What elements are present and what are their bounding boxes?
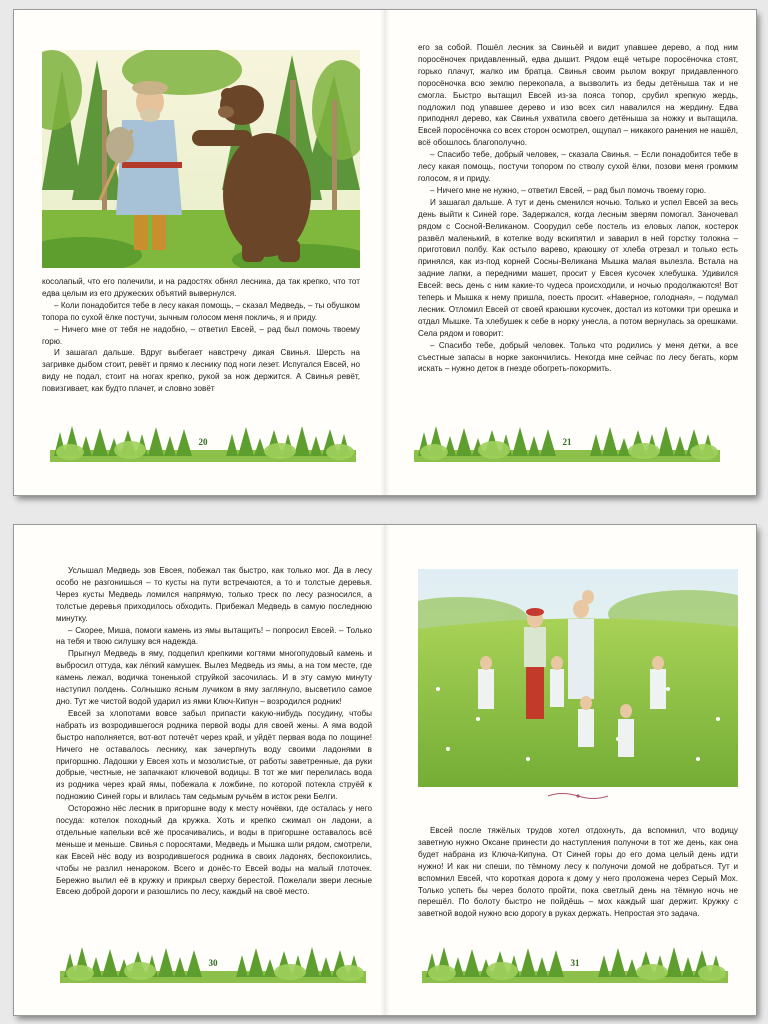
paragraph: Услышал Медведь зов Евсея, побежал так быстро, как только мог. Да в лесу особо не разгонишься – то кусты на пути встречаются, а то и толстые деревья. Через кусты Медведь ломился напрямую, только треск по лесу разносился, а толстые деревья приходилось обходить. Прибежал Медведь в самую последнюю минутку. — [56, 566, 372, 623]
woman-and-children-illustration — [418, 569, 738, 787]
page-31 — [386, 525, 756, 1015]
page-30-text — [56, 565, 372, 898]
page-20-text — [42, 276, 360, 395]
page-30 — [14, 525, 384, 1015]
top-spread — [14, 10, 756, 495]
page-number: 31 — [564, 955, 586, 971]
forest-border — [50, 424, 356, 462]
paragraph: – Коли понадобится тебе в лесу какая помощь, – сказал Медведь, – ты обушком топора по сухой ёлке постучи, зычным голосом меня покличь, я и приду. — [42, 300, 360, 322]
page-number: 30 — [202, 955, 224, 971]
paragraph: его за собой. Пошёл лесник за Свиньёй и видит упавшее дерево, а под ним поросёночек придавленный, едва дышит. Рядом ещё четыре поросёночка стоят, горько плачут, жалко им братца. Свинья своим рылом вокруг придавленного поросёночка всю землю перекопала, а вызволить из беды детёныша так и не смогла. Быстро вытащил Евсей из-за пояса топор, срубил крепкую жердь, подложил под упавшее дерево и изо всех сил навалился на жердину. Едва приподнял дерево, как Свинья ухватила своего детёныша за ножку и вытащила. Евсей поросёночка со всех сторон осмотрел, ощупал – никакого ранения не нашёл, всё обошлось благополучно. — [418, 43, 738, 148]
forest-border — [414, 424, 720, 462]
bottom-spread — [14, 525, 756, 1015]
paragraph: И зашагал дальше. Вдруг выбегает навстречу дикая Свинья. Шерсть на загривке дыбом стоит, ревёт и прямо к леснику под ноги лезет. Испугался Евсей, но виду не подал, стоит на ногах крепко, рукой за нож держится. А Свинья ревёт, повизгивает, как будто плачет, и словно зовёт — [42, 348, 360, 394]
forest-border — [60, 945, 366, 983]
woodsman-and-bear-illustration — [42, 50, 360, 268]
page-21 — [386, 10, 756, 495]
forest-border — [422, 945, 728, 983]
paragraph: косолапый, что его полечили, и на радостях обнял лесника, да так крепко, что тот едва целым из его дружеских объятий вывернулся. — [42, 277, 360, 298]
page-number: 21 — [556, 434, 578, 450]
decorative-ornament — [546, 791, 610, 801]
paragraph: Прыгнул Медведь в яму, подцепил крепкими когтями многопудовый камень и выбросил оттуда, как лёгкий камушек. Вылез Медведь из ямы, а на том месте, где камень лежал, водичка тоненькой струйкой засочилась. И в эту самую минуту наступил полдень. Солнышко ясным лучиком в яму заглянуло, высветило самое дно. Тут же чистой водой ударил из ямки Ключ-Кипун – возродился родник! — [56, 649, 372, 706]
paragraph: – Скорее, Миша, помоги камень из ямы вытащить! – попросил Евсей. – Только на тебя и твою силушку вся надежда. — [56, 625, 372, 647]
paragraph: – Ничего мне не нужно, – ответил Евсей, – рад был помочь твоему горю. — [430, 185, 707, 195]
paragraph: – Ничего мне от тебя не надобно, – ответил Евсей, – рад был помочь твоему горю. — [42, 324, 360, 346]
page-20 — [14, 10, 384, 495]
paragraph: – Спасибо тебе, добрый человек. Только что родились у меня детки, а все съестные запасы в норке закончились. Некогда мне сейчас по лесу бегать, корм искать – нужно деток в гнезде обогреть-покормить. — [418, 340, 738, 374]
paragraph: – Спасибо тебе, добрый человек, – сказала Свинья. – Если понадобится тебе в лесу какая помощь, постучи топором по стволу сухой ёлки, позови меня громким голосом, я и приду. — [418, 150, 738, 183]
paragraph: И зашагал дальше. А тут и день сменился ночью. Только и успел Евсей за весь день выйти к Синей горе. Задержался, когда лесным зверям помогал. Заночевал рядом с Сосной-Великаном. Соорудил себе постель из еловых лапок, костерок развёл маленький, в котелке воду вскипятил и заварил в ней горстку толокна – приготовил полбу. Как остыло варево, краюшку от хлеба отрезал и только есть принялся, как из-под корней Сосны-Великана Мышка малая вылезла. Встала на задние лапки, а передними машет, просит у Евсея кусочек хлебушка. Удивился Евсей: весь день с ним какие-то чудеса происходили, и ночью продолжаются! Вот теперь и Мышка к нему пришла, поесть просит. «Наверное, голодная», – подумал лесник. Отломил Евсей от своей краюшки кусочек, достал из котомки три орешка и отдал Мышке. Та хлебушек к себе в норку унесла, а потом вернулась за орешками. Села рядом и говорит: — [418, 197, 738, 338]
page-31-text — [418, 825, 738, 920]
paragraph: Евсей за хлопотами вовсе забыл припасти какую-нибудь посудину, чтобы набрать из возродившегося родника первой воды для своей жены. А яма водой быстро наполняется, вот-вот потечёт через край, и уйдёт первая вода по лощине! Ничего не оставалось леснику, как зачерпнуть воду своими ладонями в пригоршню. Ладошки у Евсея хоть и мозолистые, от работы заветренные, да руки добрые, честные, не запачкают ключевой водицы. В тот же миг перелилась вода из родника через край ямы, побежала к ложбине, по которой потекла струёй к подножию Синей горы и влилась там седьмым ручьём в исток реки Белги. — [56, 708, 372, 802]
page-number: 20 — [192, 434, 214, 450]
paragraph: Евсей после тяжёлых трудов хотел отдохнуть, да вспомнил, что водицу заветную нужно Оксане принести до наступления полуночи в тот же день, как она будет набрана из Ключа-Кипуна. От Синей горы до его дома целый день идти нужно! И как ни спеши, по тёмному лесу к полуночи домой не добраться. Тут и вспомнил Евсей, что короткая дорога к дому у него проложена через Серый Мох. Только успеть бы через болото пройти, пока светлый день на тёмную ночь не перешёл. По болоту быстро не пойдёшь – мох каждый шаг держит. Кружку с заветной водой нужно всю дорогу в руках держать. Непростая это задача. — [418, 826, 738, 919]
paragraph: Осторожно нёс лесник в пригоршне воду к месту ночёвки, где осталась у него посуда: котелок походный да кружка. Хоть и крепко сжимал он ладони, а отдельные капельки всё же просачивались, и воды в пригоршне оставалось всё меньше и меньше. Свинья с поросятами, Медведь и Мышка шли рядом, смотрели, как Евсей нёс воду из возродившегося родника в своих ладонях, беспокоились, чтобы не разлил ненароком. Всего и донёс-то Евсей воды на малый глоточек. Бережно вылил её в кружку и прикрыл сверху берестой. Пожелали звери лесные Евсею доброй дороги и разошлись по лесу, каждый на своё место. — [56, 804, 372, 897]
page-21-text — [418, 42, 738, 375]
